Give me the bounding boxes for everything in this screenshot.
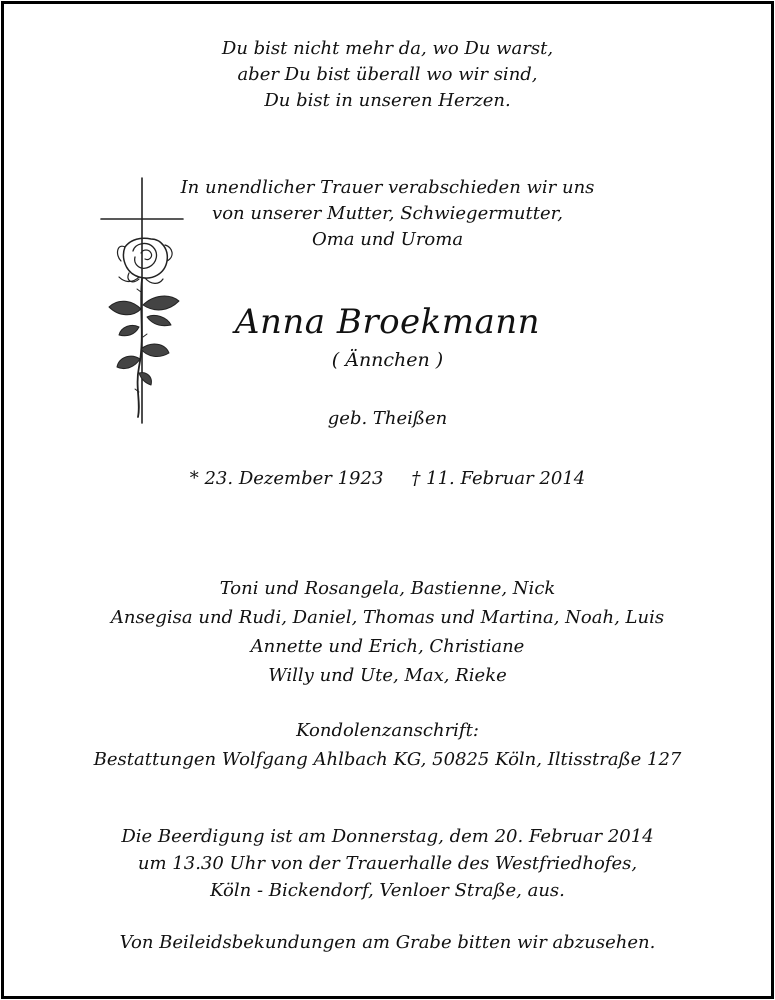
birth-date: * 23. Dezember 1923 (189, 468, 384, 489)
intro-line: von unserer Mutter, Schwiegermutter, (212, 203, 563, 224)
condolence-heading: Kondolenzanschrift: (296, 720, 479, 741)
family-line: Willy und Ute, Max, Rieke (268, 665, 507, 686)
deceased-nickname: ( Ännchen ) (331, 349, 444, 371)
intro-line: Oma und Uroma (311, 229, 464, 250)
deceased-birth-name: geb. Theißen (327, 408, 448, 429)
family-line: Toni und Rosangela, Bastienne, Nick (219, 578, 556, 599)
funeral-line: Köln - Bickendorf, Venloer Straße, aus. (210, 880, 565, 901)
death-date: † 11. Februar 2014 (411, 468, 586, 489)
poem-line: Du bist nicht mehr da, wo Du warst, (221, 38, 554, 59)
condolence-address: Bestattungen Wolfgang Ahlbach KG, 50825 Köln, Iltisstraße 127 (93, 749, 682, 770)
deceased-name: Anna Broekmann (234, 302, 541, 342)
intro-text (0, 175, 775, 253)
family-line: Annette und Erich, Christiane (250, 636, 525, 657)
condolence-address-block (0, 716, 775, 774)
closing-note: Von Beileidsbekundungen am Grabe bitten wir abzusehen. (119, 932, 656, 953)
poem-line: aber Du bist überall wo wir sind, (237, 64, 538, 85)
funeral-details (0, 823, 775, 904)
funeral-line: um 13.30 Uhr von der Trauerhalle des Westfriedhofes, (137, 853, 638, 874)
family-list (0, 574, 775, 690)
intro-line: In unendlicher Trauer verabschieden wir uns (180, 177, 595, 198)
poem-line: Du bist in unseren Herzen. (264, 90, 511, 111)
family-line: Ansegisa und Rudi, Daniel, Thomas und Martina, Noah, Luis (110, 607, 665, 628)
life-dates (0, 466, 775, 492)
poem-verse (0, 36, 775, 114)
funeral-line: Die Beerdigung ist am Donnerstag, dem 20. Februar 2014 (121, 826, 654, 847)
